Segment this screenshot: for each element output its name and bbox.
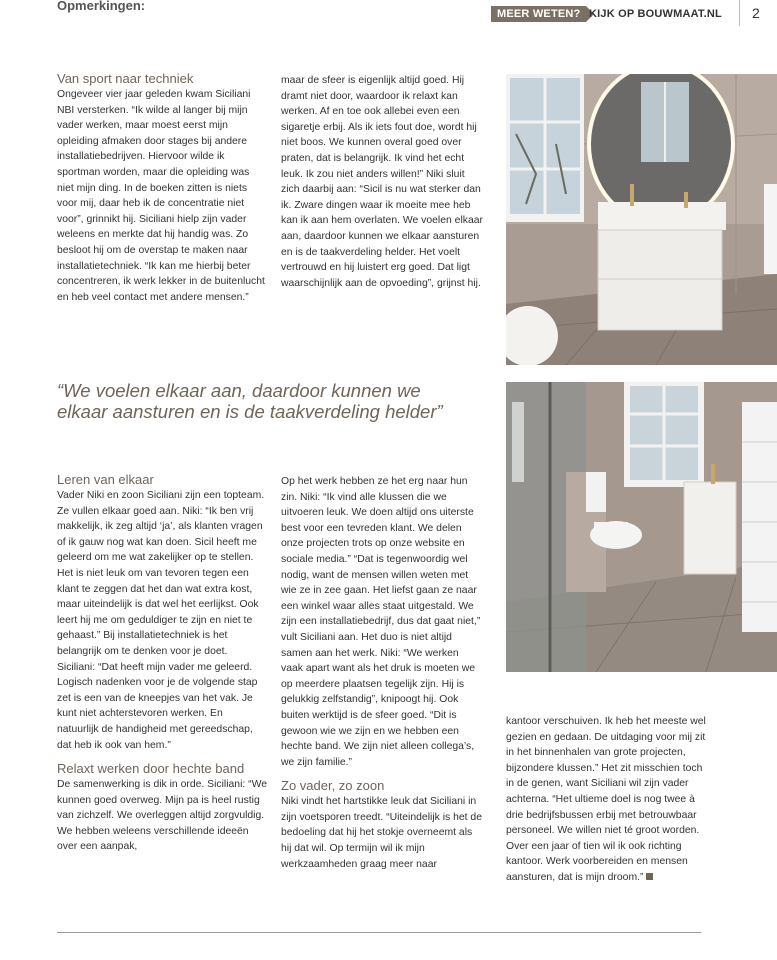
- section2-col1b-text: De samenwerking is dik in orde. Siciliani: “We kunnen goed overweg. Mijn pa is heel rustig van zichzelf. We overleggen altijd zorgvuldig. We hebben weleens verschillende ideeën over een aanpak,: [57, 779, 268, 853]
- bottom-rule: [57, 932, 701, 933]
- meer-weten-badge: MEER WETEN?: [491, 6, 586, 22]
- section2-column1: [57, 472, 267, 855]
- pull-quote: “We voelen elkaar aan, daardoor kunnen we elkaar aansturen en is de taakverdeling helder”: [57, 380, 443, 422]
- site-link[interactable]: KIJK OP BOUWMAAT.NL: [589, 8, 722, 20]
- bathroom-photo-mirror: [506, 74, 777, 365]
- section1-column1: [57, 71, 267, 305]
- bathroom-photo-shower: [506, 382, 777, 672]
- heading-relaxt-werken: Relaxt werken door hechte band: [57, 761, 245, 777]
- heading-van-sport: Van sport naar techniek: [57, 71, 194, 86]
- section2-col3-text: kantoor verschuiven. Ik heb het meeste wel gezien en gedaan. De uitdaging voor mij zit in het binnenhalen van grote projecten, bijzondere klussen.” Het zit misschien toch in de genen, want Siciliani wil zijn vader achterna. “Het ultieme doel is nog twee à drie bedrijfsbussen erbij met betrouwbaar personeel. We willen niet té groot worden. Over een jaar of tien wil ik ook richting kantoor. Werk voorbereiden en mensen aansturen, dat is mijn droom.”: [506, 716, 706, 883]
- end-of-article-square: [646, 873, 653, 880]
- section1-col1-text: Ongeveer vier jaar geleden kwam Siciliani NBI versterken. “Ik wilde al langer bij mijn vader werken, maar moest eerst mijn opleiding afmaken door stages bij andere installatiebedrijven. Hiervoor wilde ik sportman worden, maar die opleiding was niet mijn ding. In de boeken zitten is niets voor mij, daar heb ik de concentratie niet voor”, grinnikt hij. Siciliani hielp zijn vader weleens en merkte dat hij handig was. Zo besloot hij om de overstap te maken naar installatietechniek. “Ik kan me hierbij beter concentreren, ik werk lekker in de buitenlucht en heb veel contact met andere mensen.”: [57, 89, 265, 303]
- section1-col2-text: maar de sfeer is eigenlijk altijd goed. Hij dramt niet door, waardoor ik relaxt kan werken. Af en toe ook allebei even een sigaretje erbij. Als ik iets fout doe, wordt hij niet boos. We kunnen overal goed over praten, dat is belangrijk. Ik vind het echt leuk. Ik zou niet anders willen!” Niki sluit zich daarbij aan: “Sicil is nu wat sterker dan ik. Zware dingen waar ik moeite mee heb kan ik aan hem overlaten. We voelen elkaar aan, daardoor kunnen we elkaar aansturen en is de taakverdeling helder. Het voelt vertrouwd en hij luistert erg goed. Dat ligt waarschijnlijk aan de opvoeding”, grijnst hij.: [281, 75, 483, 289]
- section2-column2: [281, 474, 483, 872]
- heading-zo-vader-zo-zoon: Zo vader, zo zoon: [281, 778, 385, 794]
- section2-col2b-text: Niki vindt het hartstikke leuk dat Siciliani in zijn voetsporen treedt. “Uiteindelijk is het de bedoeling dat hij het stokje overneemt als hij dat wil. Op termijn wil ik mijn werkzaamheden graag meer naar: [281, 796, 482, 870]
- section2-col1-text: Vader Niki en zoon Siciliani zijn een topteam. Ze vullen elkaar goed aan. Niki: “Ik ben vrij makkelijk, ik zeg altijd ‘ja’, als klanten vragen of ik gauw nog wat kan doen. Sicil heeft me geleerd om me wat zakelijker op te stellen. Het is niet leuk om van tevoren tegen een klant te zeggen dat het dan wat extra kost, maar uiteindelijk is dat wel het eerlijkst. Ook leert hij me om geduldiger te zijn en niet te gehaast.” Bij installatietechniek is het belangrijk om te denken voor je doet. Siciliani: “Dat heeft mijn vader me geleerd. Logisch nadenken voor je de volgende stap zet is een van de kneepjes van het vak. Je kunt niet achterstevoren werken. En natuurlijk de handigheid met gereedschap, dat heb ik ook van hem.”: [57, 490, 265, 751]
- top-cut-text: Opmerkingen:: [57, 0, 146, 13]
- header-divider: [739, 0, 740, 26]
- page-number: 2: [752, 5, 760, 21]
- section1-column2: [281, 73, 483, 291]
- heading-leren-van-elkaar: Leren van elkaar: [57, 472, 154, 487]
- section2-column3: [506, 714, 706, 886]
- section2-col2-text: Op het werk hebben ze het erg naar hun zin. Niki: “Ik vind alle klussen die we uitvoeren leuk. We doen altijd ons uiterste best voor een tevreden klant. We delen onze projecten trots op onze website en sociale media.” “Dat is tegenwoordig wel nodig, want de mensen willen weten met wie ze in zee gaan. Het liefst gaan ze naar een winkel waar alles staat uitgestald. We zijn een installatiebedrijf, dus dat gaat niet,” vult Siciliani aan. Het duo is niet altijd samen aan het werk. Niki: “We werken vaak apart want als het druk is moeten we op meerdere plaatsen tegelijk zijn. Hij is gelukkig zelfstandig”, knipoogt hij. Ook buiten werktijd is de sfeer goed. “Dit is gewoon wie we zijn en we hebben een hechte band. We zijn niet alleen collega’s, we zijn familie.”: [281, 476, 481, 768]
